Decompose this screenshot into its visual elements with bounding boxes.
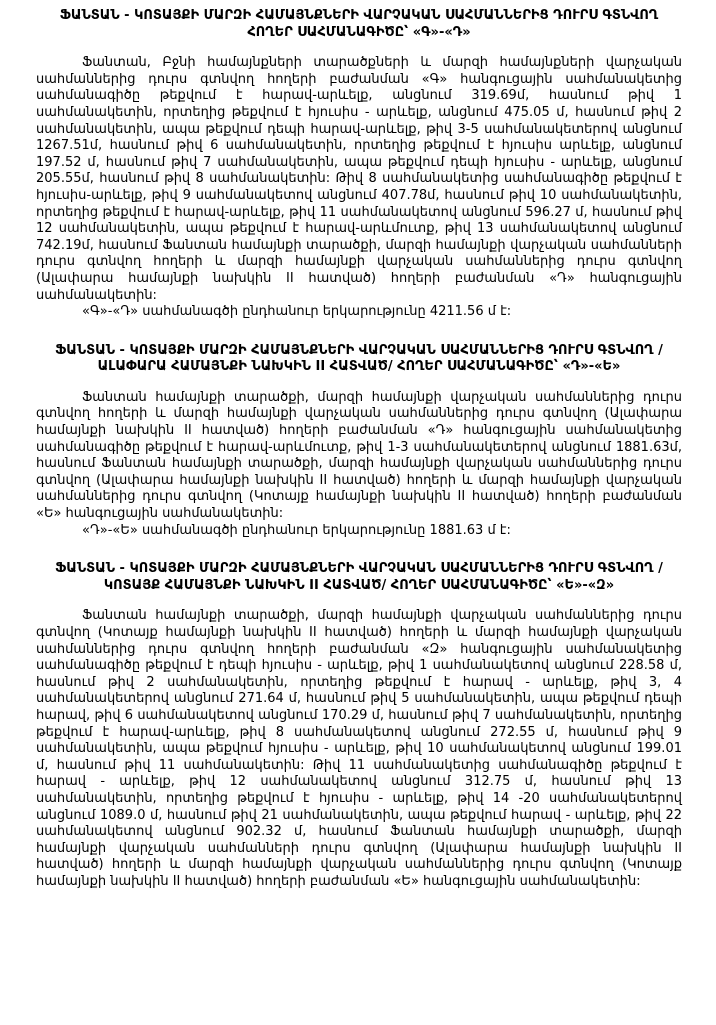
section-heading-e-z: ՖԱՆՏԱՆ - ԿՈՏԱՅՔԻ ՄԱՐԶԻ ՀԱՄԱՅՆՔՆԵՐԻ ՎԱՐՉԱԿԱՆ ՍԱՀՄԱՆՆԵՐԻՑ ԴՈՒՐՍ ԳՏՆՎՈՂ / ԿՈՏԱՅՔ ՀԱՄԱՅՆՔԻ ՆԱԽԿԻՆ II ՀԱՏՎԱԾ/ ՀՈՂԵՐ ՍԱՀՄԱՆԱԳԻԾԸ՝ «Ե»-«Զ» bbox=[55, 561, 663, 593]
section-body-e-z: Ֆանտան համայնքի տարածքի, մարզի համայնքի վարչական սահմաններից դուրս գտնվող (Կոտայք համայնքի նախկին II հատված) հողերի և մարզի համայնքի վարչական սահմաններից դուրս գտնվող հողերի բաժանման «Զ» հանգուցային սահմանակետից սահմանագիծը թեքվում է դեպի հյուսիս - արևելք, թիվ 1 սահմանակետով անցնում 228.58 մ, հասնում թիվ 2 սահմանակետին, որտեղից թեքվում է հարավ - արևելք, թիվ 3, 4 սահմանակետերով անցնում 271.64 մ, հասնում թիվ 5 սահմանակետին, ապա թեքվում դեպի հարավ, թիվ 6 սահմանակետով անցնում 170.29 մ, հասնում թիվ 7 սահմանակետին, որտեղից թեքվում է հարավ-արևելք, թիվ 8 սահմանակետով անցնում 272.55 մ, հասնում թիվ 9 սահմանակետին, ապա թեքվում հյուսիս - արևելք, թիվ 10 սահմանակետով անցնում 199.01 մ, հասնում թիվ 11 սահմանակետին: Թիվ 11 սահմանակետից սահմանագիծը թեքվում է հարավ - արևելք, թիվ 12 սահմանակետով անցնում 312.75 մ, հասնում թիվ 13 սահմանակետին, որտեղից թեքվում է հյուսիս - արևելք, թիվ 14 -20 սահմանակետերով անցնում 1089.0 մ, հասնում թիվ 21 սահմանակետին, ապա թեքվում հարավ - արևելք, թիվ 22 սահմանակետով անցնում 902.32 մ, հասնում Ֆանտան համայնքի տարածքի, մարզի համայնքի վարչական սահմանների դուրս գտնվող (Ալափարա համայնքի նախկին II հատված) հողերի և մարզի համայնքի վարչական սահմաններից դուրս գտնվող (Կոտայք համայնքի նախկին II հատված) հողերի բաժանման «Ե» հանգուցային սահմանակետին: bbox=[36, 608, 682, 889]
section-total-length-g-d: «Գ»-«Դ» սահմանագծի ընդհանուր երկարությունը 4211.56 մ է: bbox=[82, 304, 512, 320]
section-boundary-d-e bbox=[36, 343, 682, 540]
section-boundary-e-z bbox=[36, 561, 682, 890]
section-body-d-e: Ֆանտան համայնքի տարածքի, մարզի համայնքի վարչական սահմաններից դուրս գտնվող հողերի և մարզի համայնքի վարչական սահմաններից դուրս գտնվող (Ալափարա համայնքի նախկին II հատված) հողերի բաժանման «Դ» հանգուցային սահմանակետից սահմանագիծը թեքվում է հարավ-արևմուտք, թիվ 1-3 սահմանակետերով անցնում 1881.63մ, հասնում Ֆանտան համայնքի տարածքի, մարզի համայնքի վարչական սահմաններից դուրս գտնվող (Ալափարա համայնքի նախկին II հատված) հողերի և մարզի համայնքի վարչական սահմաններից դուրս գտնվող (Կոտայք համայնքի նախկին II հատված) հողերի բաժանման «Ե» հանգուցային սահմանակետին: bbox=[36, 389, 682, 522]
section-total-length-d-e: «Դ»-«Ե» սահմանագծի ընդհանուր երկարությունը 1881.63 մ է: bbox=[82, 522, 511, 538]
section-boundary-g-d bbox=[36, 8, 682, 321]
section-heading-g-d: ՖԱՆՏԱՆ - ԿՈՏԱՅՔԻ ՄԱՐԶԻ ՀԱՄԱՅՆՔՆԵՐԻ ՎԱՐՉԱԿԱՆ ՍԱՀՄԱՆՆԵՐԻՑ ԴՈՒՐՍ ԳՏՆՎՈՂ ՀՈՂԵՐ ՍԱՀՄԱՆԱԳԻԾԸ՝ «Գ»-«Դ» bbox=[59, 8, 659, 40]
section-body-g-d: Ֆանտան, Բջնի համայնքների տարածքների և մարզի համայնքների վարչական սահմաններից դուրս գտնվող հողերի բաժանման «Գ» հանգուցային սահմանակետից սահմանագիծը թեքվում է հարավ-արևելք, անցնում 319.69մ, հասնում թիվ 1 սահմանակետին, որտեղից թեքվում է հյուսիս - արևելք, անցնում 475.05 մ, հասնում թիվ 2 սահմանակետին, ապա թեքվում դեպի հարավ-արևելք, թիվ 3-5 սահմանակետերով անցնում 1267.51մ, հասնում թիվ 6 սահմանակետին, որտեղից թեքվում է հյուսիս արևելք, անցնում 197.52 մ, հասնում թիվ 7 սահմանակետին, ապա թեքվում դեպի հյուսիս - արևելք, անցնում 205.55մ, հասնում թիվ 8 սահմանակետին: Թիվ 8 սահմանակետից սահմանագիծը թեքվում է հյուսիս-արևելք, թիվ 9 սահմանակետով անցնում 407.78մ, հասնում թիվ 10 սահմանակետին, որտեղից թեքվում է հարավ-արևելք, թիվ 11 սահմանակետով անցնում 596.27 մ, հասնում թիվ 12 սահմանակետին, ապա թեքվում է հարավ-արևմուտք, թիվ 13 սահմանակետով անցնում 742.19մ, հասնում Ֆանտան համայնքի տարածքի, մարզի համայնքի վարչական սահմանների դուրս գտնվող հողերի և մարզի համայնքի վարչական սահմաններից դուրս գտնվող (Ալափարա համայնքի նախկին II հատված) հողերի բաժանման «Դ» հանգուցային սահմանակետին: bbox=[36, 55, 682, 303]
section-heading-d-e: ՖԱՆՏԱՆ - ԿՈՏԱՅՔԻ ՄԱՐԶԻ ՀԱՄԱՅՆՔՆԵՐԻ ՎԱՐՉԱԿԱՆ ՍԱՀՄԱՆՆԵՐԻՑ ԴՈՒՐՍ ԳՏՆՎՈՂ / ԱԼԱՓԱՐԱ ՀԱՄԱՅՆՔԻ ՆԱԽԿԻՆ II ՀԱՏՎԱԾ/ ՀՈՂԵՐ ՍԱՀՄԱՆԱԳԻԾԸ՝ «Դ»-«Ե» bbox=[55, 342, 663, 375]
